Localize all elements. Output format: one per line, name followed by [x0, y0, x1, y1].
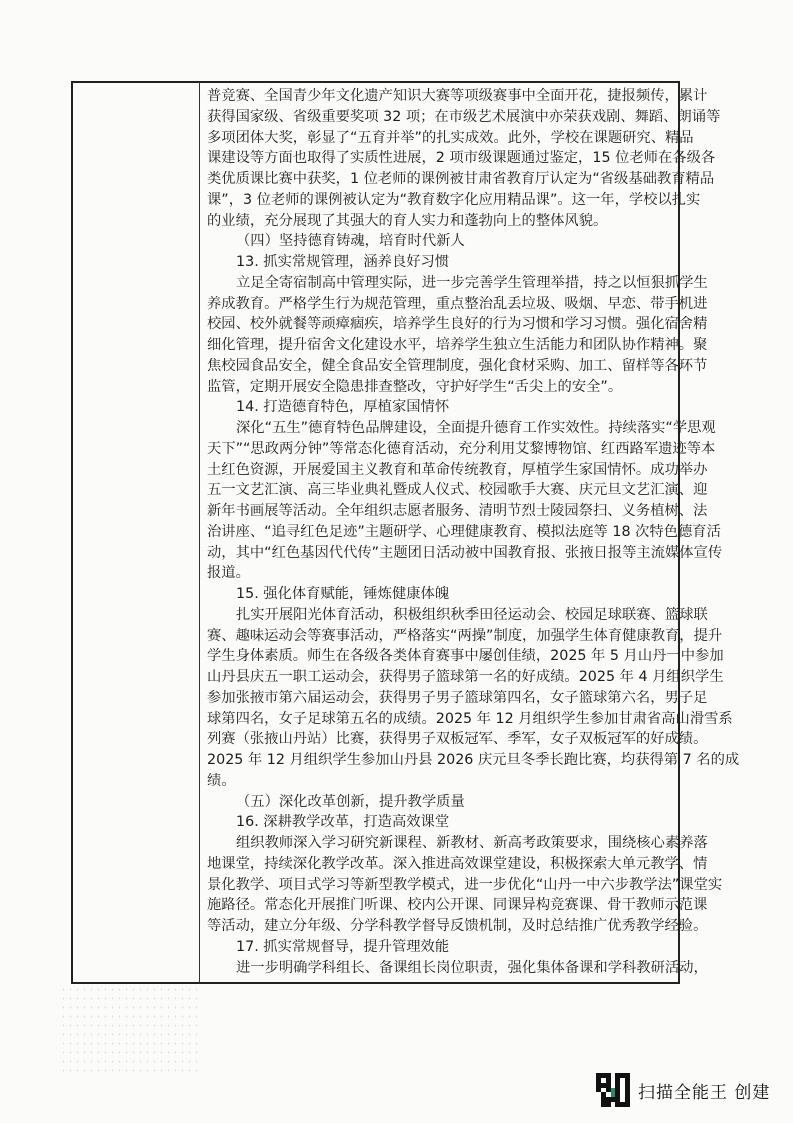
text-line: 动，其中“红色基因代代传”主题团日活动被中国教育报、张掖日报等主流媒体宣传	[207, 544, 723, 561]
text-line: 14. 打造德育特色，厚植家国情怀	[236, 399, 450, 416]
text-line: 球第四名，女子足球第五名的成绩。2025 年 12 月组织学生参加甘肃省高山滑雪系	[207, 710, 733, 727]
paragraph	[207, 605, 740, 792]
text-line: 治讲座、“追寻红色足迹”主题研学、心理健康教育、模拟法庭等 18 次特色德育活	[207, 523, 721, 540]
text-line: 学生身体素质。师生在各级各类体育赛事中屡创佳绩，2025 年 5 月山丹一中参加	[207, 648, 724, 665]
text-line: 施路径。常态化开展推门听课、校内公开课、同课异构竞赛课、骨干教师示范课	[207, 897, 708, 914]
text-line: 地课堂，持续深化教学改革。深入推进高效课堂建设，积极探索大单元教学、情	[207, 855, 708, 872]
text-line: 校园、校外就餐等顽瘴痼疾，培养学生良好的行为习惯和学习习惯。强化宿舍精	[207, 316, 708, 333]
section-heading	[207, 937, 673, 958]
text-line: 参加张掖市第六届运动会，获得男子男子篮球第四名，女子篮球第六名，男子足	[207, 689, 708, 706]
text-line: 普竞赛、全国青少年文化遗产知识大赛等项级赛事中全面开花，捷报频传，累计	[207, 88, 708, 104]
section-heading	[207, 252, 673, 273]
text-line: 绩。	[207, 772, 236, 789]
text-line: 16. 深耕教学改革，打造高效课堂	[236, 814, 450, 831]
text-line: 报道。	[207, 565, 250, 582]
scanner-watermark	[596, 1073, 770, 1107]
text-line: 五一文艺汇演、高三毕业典礼暨成人仪式、校园歌手大赛、庆元旦文艺汇演、迎	[207, 482, 708, 499]
text-line: 列赛（张掖山丹站）比赛，获得男子双板冠军、季军，女子双板冠军的好成绩。	[207, 731, 708, 748]
text-line: 13. 抓实常规管理，涵养良好习惯	[236, 254, 450, 270]
paragraph	[207, 418, 723, 584]
text-line: 景化教学、项目式学习等新型教学模式，进一步优化“山丹一中六步教学法”课堂实	[207, 876, 723, 893]
text-line: 天下”“思政两分钟”等常态化德育活动，充分利用艾黎博物馆、红西路军遗迹等本	[207, 440, 716, 457]
section-heading	[207, 812, 673, 833]
text-line: 类优质课比赛中获奖，1 位老师的课例被甘肃省教育厅认定为“省级基础教育精品	[207, 171, 715, 187]
text-line: 扎实开展阳光体育活动，积极组织秋季田径运动会、校园足球联赛、篮球联	[236, 606, 708, 623]
text-line: 等活动，建立分年级、分学科教学督导反馈机制，及时总结推广优秀教学经验。	[207, 918, 708, 934]
section-heading	[207, 792, 673, 813]
text-line: 深化“五生”德育特色品牌建设，全面提升德育工作实效性。持续落实“学思观	[236, 420, 716, 436]
text-line: （五）深化改革创新，提升教学质量	[236, 793, 465, 810]
paragraph	[207, 958, 708, 979]
scan-noise	[60, 985, 200, 1075]
text-line: 15. 强化体育赋能，锤炼健康体魄	[236, 586, 450, 602]
section-heading	[207, 397, 673, 418]
text-line: 的业绩，充分展现了其强大的育人实力和蓬勃向上的整体风貌。	[207, 212, 608, 229]
text-line: 多项团体大奖，彰显了“五育并举”的扎实成效。此外，学校在课题研究、精品	[207, 129, 694, 146]
text-line: 课建设等方面也取得了实质性进展，2 项市级课题通过鉴定，15 位老师在各级各	[207, 150, 716, 167]
text-line: 新年书画展等活动。全年组织志愿者服务、清明节烈士陵园祭扫、义务植树、法	[207, 503, 708, 519]
text-line: 山丹县庆五一职工运动会，获得男子篮球第一名的好成绩。2025 年 4 月组织学生	[207, 669, 724, 685]
text-line: 土红色资源，开展爱国主义教育和革命传统教育，厚植学生家国情怀。成功举办	[207, 461, 708, 478]
watermark-text: 扫描全能王 创建	[638, 1082, 771, 1103]
column-divider	[199, 82, 200, 983]
document-body	[207, 86, 740, 978]
text-line: 课”，3 位老师的课例被认定为“教育数字化应用精品课”。这一年，学校以扎实	[207, 191, 701, 208]
text-line: 养成教育。严格学生行为规范管理，重点整治乱丢垃圾、吸烟、早恋、带手机进	[207, 295, 708, 312]
paragraph	[207, 273, 708, 398]
text-line: 获得国家级、省级重要奖项 32 项；在市级艺术展演中亦荣获戏剧、舞蹈、朗诵等	[207, 108, 721, 125]
section-heading	[207, 584, 673, 605]
text-line: 立足全寄宿制高中管理实际，进一步完善学生管理举措，持之以恒狠抓学生	[236, 274, 708, 291]
paragraph	[207, 86, 721, 231]
text-line: 组织教师深入学习研究新课程、新教材、新高考政策要求，围绕核心素养落	[236, 835, 708, 851]
text-line: 进一步明确学科组长、备课组长岗位职责，强化集体备课和学科教研活动，	[236, 959, 708, 976]
section-heading	[207, 231, 673, 252]
qr-code-icon	[596, 1073, 630, 1107]
text-line: 监管，定期开展安全隐患排查整改，守护好学生“舌尖上的安全”。	[207, 378, 623, 395]
text-line: 焦校园食品安全，健全食品安全管理制度，强化食材采购、加工、留样等各环节	[207, 357, 708, 374]
text-line: 赛、趣味运动会等赛事活动，严格落实“两操”制度，加强学生体育健康教育，提升	[207, 627, 723, 644]
text-line: 细化管理，提升宿舍文化建设水平，培养学生独立生活能力和团队协作精神。聚	[207, 337, 708, 353]
text-line: 17. 抓实常规督导，提升管理效能	[236, 938, 450, 955]
paragraph	[207, 833, 723, 937]
text-line: （四）坚持德育铸魂，培育时代新人	[236, 233, 465, 250]
text-line: 2025 年 12 月组织学生参加山丹县 2026 庆元旦冬季长跑比赛，均获得第 7 名的成	[207, 752, 740, 768]
